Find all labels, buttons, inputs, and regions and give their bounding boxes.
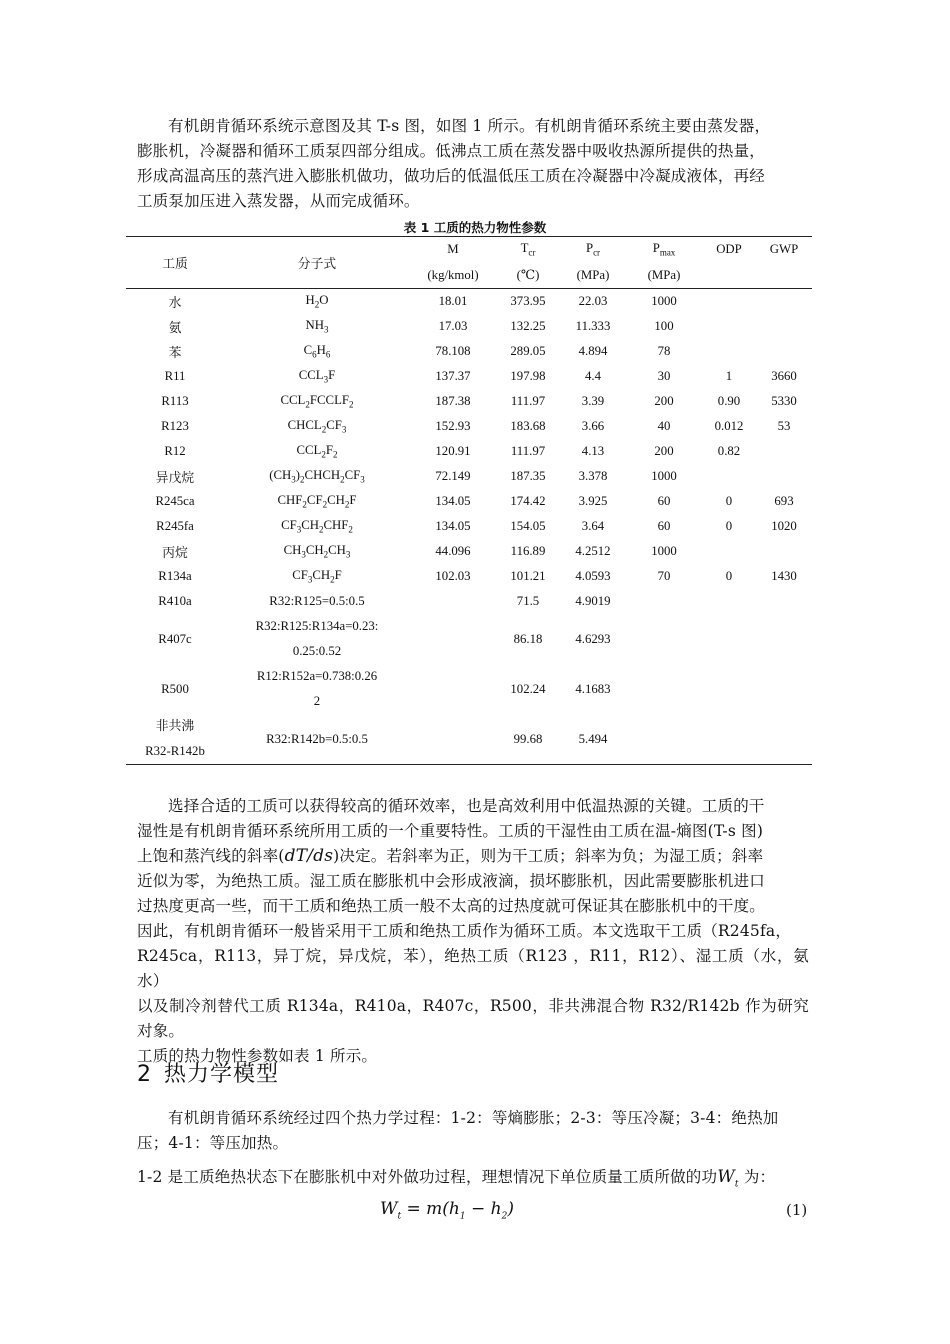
cell-name: R113 bbox=[161, 394, 189, 408]
cell-odp bbox=[702, 664, 756, 714]
cell-name: R245fa bbox=[156, 519, 194, 533]
cell-name: 水 bbox=[168, 296, 182, 310]
section-heading bbox=[137, 1057, 279, 1088]
selection-paragraph bbox=[137, 794, 809, 1069]
equation-number: (1) bbox=[786, 1201, 808, 1219]
cell-m: 78.108 bbox=[435, 344, 471, 358]
process-paragraph bbox=[137, 1106, 809, 1156]
cell-pcr: 4.0593 bbox=[575, 569, 611, 583]
paragraph-line: )决定。若斜率为正，则为干工质；斜率为负；为湿工质；斜率 bbox=[333, 847, 764, 865]
cell-odp bbox=[702, 614, 756, 664]
intro-line: 形成高温高压的蒸汽进入膨胀机做功，做功后的低温低压工质在冷凝器中冷凝成液体，再经 bbox=[137, 167, 766, 185]
cell-pcr: 4.1683 bbox=[575, 681, 611, 696]
cell-m bbox=[410, 714, 496, 765]
header-tcr-unit: (℃) bbox=[496, 262, 560, 289]
cell-pcr: 3.378 bbox=[578, 469, 608, 483]
cell-pmax: 1000 bbox=[651, 544, 677, 558]
table-row bbox=[126, 514, 812, 539]
table-row bbox=[126, 564, 812, 589]
cell-name: 非共沸 R32-R142b bbox=[126, 714, 224, 765]
cell-m: 134.05 bbox=[435, 519, 471, 533]
work-paragraph bbox=[137, 1165, 809, 1197]
cell-formula: $CHF_2CF_2CH_2F$ bbox=[277, 493, 357, 510]
cell-name: 苯 bbox=[168, 346, 182, 360]
cell-formula: $CCL_2F_2$ bbox=[296, 443, 338, 460]
cell-gwp: 1020 bbox=[771, 519, 797, 533]
cell-m: 102.03 bbox=[435, 569, 471, 583]
cell-odp bbox=[702, 589, 756, 614]
paragraph-line: 有机朗肯循环系统经过四个热力学过程：1-2：等熵膨胀；2-3：等压冷凝；3-4：绝热加 bbox=[168, 1109, 779, 1127]
table-row bbox=[126, 539, 812, 564]
cell-formula: R12:R152a=0.738:0.26 2 bbox=[256, 669, 378, 708]
cell-m bbox=[410, 664, 496, 714]
cell-tcr: 197.98 bbox=[510, 369, 546, 383]
cell-name: 丙烷 bbox=[162, 546, 188, 560]
cell-tcr: 373.95 bbox=[510, 294, 546, 308]
table-row bbox=[126, 314, 812, 339]
slope-expression: dT/ds bbox=[284, 846, 334, 866]
cell-odp bbox=[702, 714, 756, 765]
cell-tcr: 132.25 bbox=[510, 319, 546, 333]
cell-tcr: 289.05 bbox=[510, 344, 546, 358]
cell-m: 152.93 bbox=[435, 419, 471, 433]
paragraph-line: 过热度更高一些，而干工质和绝热工质一般不太高的过热度就可保证其在膨胀机中的干度。 bbox=[137, 897, 766, 915]
cell-pcr: 3.925 bbox=[578, 494, 608, 508]
cell-pmax: 100 bbox=[654, 319, 674, 333]
properties-table bbox=[126, 236, 812, 765]
cell-gwp bbox=[756, 714, 812, 765]
header-tcr: $T_{cr}$ bbox=[496, 237, 560, 263]
cell-name: R245ca bbox=[155, 494, 195, 508]
table-row bbox=[126, 439, 812, 464]
header-odp-unit bbox=[702, 262, 756, 289]
paragraph-line: 湿性是有机朗肯循环系统所用工质的一个重要特性。工质的干湿性由工质在温-熵图(T-s 图) bbox=[137, 822, 764, 840]
cell-pmax: 60 bbox=[657, 519, 671, 533]
cell-odp: 0.012 bbox=[714, 419, 744, 433]
cell-odp: 0.90 bbox=[717, 394, 741, 408]
cell-name: 氨 bbox=[168, 321, 182, 335]
cell-tcr: 86.18 bbox=[513, 631, 543, 646]
cell-name: R134a bbox=[158, 569, 192, 583]
cell-formula: $CHCL_2CF_3$ bbox=[287, 418, 347, 435]
cell-pmax bbox=[626, 664, 702, 714]
cell-pcr: 4.4 bbox=[585, 369, 601, 383]
table-row bbox=[126, 614, 812, 664]
cell-pmax bbox=[626, 589, 702, 614]
cell-gwp bbox=[756, 664, 812, 714]
cell-odp: 1 bbox=[725, 369, 733, 383]
cell-formula: $NH_3$ bbox=[305, 318, 329, 335]
intro-line: 工质泵加压进入蒸发器，从而完成循环。 bbox=[137, 192, 420, 210]
cell-pcr: 11.333 bbox=[575, 319, 611, 333]
header-gwp: GWP bbox=[756, 237, 812, 263]
cell-gwp bbox=[756, 539, 812, 564]
cell-pcr: 4.9019 bbox=[575, 594, 611, 608]
cell-m: 44.096 bbox=[435, 544, 471, 558]
cell-m bbox=[410, 589, 496, 614]
paragraph-line: 选择合适的工质可以获得较高的循环效率，也是高效利用中低温热源的关键。工质的干 bbox=[168, 797, 765, 815]
paragraph-line: 因此，有机朗肯循环一般皆采用干工质和绝热工质作为循环工质。本文选取干工质（R245fa， bbox=[137, 922, 792, 940]
cell-formula: $CH_3CH_2CH_3$ bbox=[283, 543, 351, 560]
cell-pcr: 4.13 bbox=[581, 444, 605, 458]
cell-tcr: 102.24 bbox=[510, 681, 546, 696]
cell-name: R407c bbox=[158, 631, 192, 646]
table-row bbox=[126, 389, 812, 414]
cell-m: 137.37 bbox=[435, 369, 471, 383]
header-pcr: $P_{cr}$ bbox=[560, 237, 626, 263]
table-row bbox=[126, 414, 812, 439]
cell-gwp bbox=[756, 314, 812, 339]
cell-pmax: 1000 bbox=[651, 294, 677, 308]
cell-pmax: 200 bbox=[654, 444, 674, 458]
paragraph-line: 1-2 是工质绝热状态下在膨胀机中对外做功过程，理想情况下单位质量工质所做的功 bbox=[137, 1168, 718, 1186]
header-pmax: $P_{max}$ bbox=[626, 237, 702, 263]
paragraph-line: 工质的热力物性参数如表 1 所示。 bbox=[137, 1047, 378, 1065]
cell-formula: $(CH_3)_2CHCH_2CF_3$ bbox=[269, 468, 365, 485]
header-pmax-unit: (MPa) bbox=[626, 262, 702, 289]
cell-m bbox=[410, 614, 496, 664]
header-m-unit: (kg/kmol) bbox=[410, 262, 496, 289]
cell-tcr: 111.97 bbox=[510, 394, 546, 408]
cell-pmax bbox=[626, 614, 702, 664]
cell-name: R410a bbox=[158, 594, 192, 608]
cell-pcr: 22.03 bbox=[578, 294, 608, 308]
cell-odp bbox=[702, 314, 756, 339]
table-row bbox=[126, 464, 812, 489]
cell-name: R500 bbox=[161, 681, 189, 696]
table-row bbox=[126, 664, 812, 714]
cell-pcr: 3.39 bbox=[581, 394, 605, 408]
cell-gwp: 5330 bbox=[771, 394, 797, 408]
header-odp: ODP bbox=[702, 237, 756, 263]
cell-formula: R32:R125:R134a=0.23: 0.25:0.52 bbox=[255, 619, 379, 658]
cell-tcr: 99.68 bbox=[496, 714, 560, 765]
cell-tcr: 101.21 bbox=[510, 569, 546, 583]
cell-odp: 0 bbox=[725, 494, 733, 508]
cell-odp bbox=[702, 464, 756, 489]
cell-pmax: 60 bbox=[657, 494, 671, 508]
cell-pcr: 3.64 bbox=[581, 519, 605, 533]
cell-name: 异戊烷 bbox=[155, 471, 195, 485]
cell-name: R12 bbox=[164, 444, 186, 458]
cell-pmax: 40 bbox=[657, 419, 671, 433]
cell-pmax: 30 bbox=[657, 369, 671, 383]
cell-formula: $CCL_3F$ bbox=[298, 368, 336, 385]
cell-gwp: 53 bbox=[777, 419, 791, 433]
table-caption: 表 1 工质的热力物性参数 bbox=[403, 220, 547, 235]
cell-pcr: 4.2512 bbox=[575, 544, 611, 558]
cell-odp bbox=[702, 539, 756, 564]
cell-tcr: 111.97 bbox=[510, 444, 546, 458]
paragraph-line: 近似为零，为绝热工质。湿工质在膨胀机中会形成液滴，损坏膨胀机，因此需要膨胀机进口 bbox=[137, 872, 766, 890]
cell-formula: $H_2O$ bbox=[305, 293, 329, 310]
cell-odp: 0 bbox=[725, 569, 733, 583]
cell-tcr: 154.05 bbox=[510, 519, 546, 533]
header-formula: 分子式 bbox=[224, 237, 410, 289]
cell-gwp: 3660 bbox=[771, 369, 797, 383]
cell-pcr: 4.6293 bbox=[575, 631, 611, 646]
cell-pmax bbox=[626, 714, 702, 765]
paragraph-line: 上饱和蒸汽线的斜率( bbox=[137, 847, 285, 865]
cell-tcr: 183.68 bbox=[510, 419, 546, 433]
cell-formula: $CF_3CH_2CHF_2$ bbox=[281, 518, 353, 535]
table-body bbox=[126, 289, 812, 765]
paragraph-line: R245ca，R113，异丁烷，异戊烷，苯），绝热工质（R123 ，R11，R12）、湿工质（水，氨水） bbox=[137, 947, 809, 990]
cell-m: 18.01 bbox=[438, 294, 468, 308]
header-gwp-unit bbox=[756, 262, 812, 289]
cell-formula: $C_6H_6$ bbox=[303, 343, 331, 360]
cell-m: 17.03 bbox=[438, 319, 468, 333]
cell-name: R11 bbox=[164, 369, 186, 383]
intro-paragraph bbox=[137, 114, 809, 214]
cell-pmax: 200 bbox=[654, 394, 674, 408]
cell-odp: 0 bbox=[725, 519, 733, 533]
cell-pmax: 70 bbox=[657, 569, 671, 583]
cell-m: 120.91 bbox=[435, 444, 471, 458]
cell-tcr: 116.89 bbox=[510, 544, 546, 558]
table-row bbox=[126, 364, 812, 389]
header-name: 工质 bbox=[126, 237, 224, 289]
cell-m: 72.149 bbox=[435, 469, 471, 483]
cell-odp: 0.82 bbox=[717, 444, 741, 458]
table-row bbox=[126, 339, 812, 364]
section-title: 热力学模型 bbox=[164, 1062, 280, 1087]
cell-gwp bbox=[756, 589, 812, 614]
equation-1: $W_t = m(h_1 - h_2)$ bbox=[380, 1199, 514, 1222]
cell-odp bbox=[702, 289, 756, 315]
cell-gwp bbox=[756, 614, 812, 664]
cell-name: R123 bbox=[161, 419, 189, 433]
table-row bbox=[126, 489, 812, 514]
cell-gwp bbox=[756, 439, 812, 464]
cell-gwp bbox=[756, 464, 812, 489]
header-m: M bbox=[410, 237, 496, 263]
cell-pmax: 1000 bbox=[651, 469, 677, 483]
cell-formula: $CCL_2FCCLF_2$ bbox=[280, 393, 354, 410]
cell-formula: $CF_3CH_2F$ bbox=[292, 568, 342, 585]
cell-gwp bbox=[756, 339, 812, 364]
cell-tcr: 174.42 bbox=[510, 494, 546, 508]
intro-line: 有机朗肯循环系统示意图及其 T-s 图，如图 1 所示。有机朗肯循环系统主要由蒸发器， bbox=[168, 117, 771, 135]
intro-line: 膨胀机，冷凝器和循环工质泵四部分组成。低沸点工质在蒸发器中吸收热源所提供的热量， bbox=[137, 142, 766, 160]
cell-tcr: 71.5 bbox=[516, 594, 540, 608]
header-pcr-unit: (MPa) bbox=[560, 262, 626, 289]
cell-pcr: 4.894 bbox=[578, 344, 608, 358]
cell-gwp: 1430 bbox=[771, 569, 797, 583]
cell-m: 134.05 bbox=[435, 494, 471, 508]
cell-m: 187.38 bbox=[435, 394, 471, 408]
cell-formula: R32:R142b=0.5:0.5 bbox=[224, 714, 410, 765]
cell-gwp: 693 bbox=[774, 494, 794, 508]
section-number: 2 bbox=[137, 1062, 152, 1087]
cell-odp bbox=[702, 339, 756, 364]
cell-pmax: 78 bbox=[657, 344, 671, 358]
work-symbol: $W_t$ bbox=[717, 1167, 739, 1190]
paragraph-line: 为： bbox=[743, 1168, 776, 1186]
paragraph-line: 压；4-1：等压加热。 bbox=[137, 1134, 289, 1152]
cell-pcr: 3.66 bbox=[581, 419, 605, 433]
table-row bbox=[126, 589, 812, 614]
table-row bbox=[126, 714, 812, 765]
cell-gwp bbox=[756, 289, 812, 315]
cell-pcr: 5.494 bbox=[560, 714, 626, 765]
table-row bbox=[126, 289, 812, 315]
paragraph-line: 以及制冷剂替代工质 R134a，R410a，R407c，R500，非共沸混合物 R32/R142b 作为研究对象。 bbox=[137, 997, 809, 1040]
cell-tcr: 187.35 bbox=[510, 469, 546, 483]
cell-formula: R32:R125=0.5:0.5 bbox=[269, 594, 365, 608]
